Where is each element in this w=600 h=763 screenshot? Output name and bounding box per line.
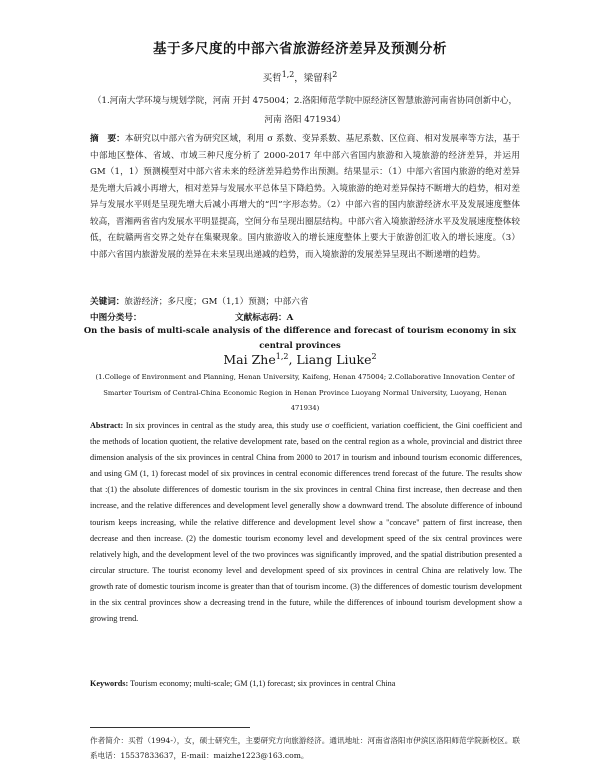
en-author-2: , Liang Liuke [288, 352, 372, 368]
classification-label: 中图分类号： [90, 313, 142, 323]
english-affiliation: (1.College of Environment and Planning, Henan University, Kaifeng, Henan 475004; 2.Collaborative Innovation Center of Smarter Tourism of Central-China Economic Region in Henan Province Luoyang Normal University, Luoyang, Henan 471934) [95, 373, 515, 412]
english-abstract-text: In six provinces in central as the study area, this study use σ coefficient, variation coefficient, the Gini coefficient and the methods of location quotient, the relative development rate, based on the central region as a whole, provincial and district three dimension analysis of the six provinces in central China from 2000 to 2017 in tourism and inbound tourism economic differences, and using GM (1, 1) forecast model of six provinces in central economic differences trend forecast of the future. The results show that :(1) the absolute differences of domestic tourism in the six provinces in central China first increase, then decrease and then increase, and the relative differences and development level generally show a downward trend. The absolute difference of inbound tourism keeps increasing, while the relative difference and development level show a "concave" pattern of first increase, then decrease and then increase. (2) the domestic tourism economy level and development speed of the six central provinces were relatively high, and the development level of the two provinces was significantly improved, and the spatial distribution presented a circular structure. The tourist economy level and development speed of six provinces in central China are relatively low. The growth rate of domestic tourism income is greater than that of tourism income. (3) the differences of domestic tourism development in the six central provinces show a decreasing trend in the future, while the differences of inbound tourism development show a growing trend. [90, 421, 522, 624]
english-keywords-label: Keywords: [90, 679, 129, 688]
en-author-1-affil: 1,2 [275, 352, 289, 361]
footnote-divider [90, 727, 250, 728]
author-1: 买哲 [262, 73, 282, 85]
document-code: 文献标志码：A [235, 313, 294, 323]
english-abstract-label: Abstract: [90, 421, 124, 430]
author-2-affil: 2 [332, 70, 338, 79]
chinese-affiliation: （1.河南大学环境与规划学院，河南 开封 475004；2.洛阳师范学院中原经济区智慧旅游河南省协同创新中心，河南 洛阳 471934） [92, 96, 518, 125]
author-2: ，梁留科 [294, 73, 333, 85]
chinese-keywords [90, 295, 520, 307]
classification-line [90, 311, 520, 323]
chinese-abstract-label: 摘 要： [90, 134, 125, 144]
en-author-2-affil: 2 [371, 352, 377, 361]
english-title: On the basis of multi-scale analysis of the difference and forecast of tourism economy in six central provinces [83, 325, 517, 350]
english-abstract [90, 418, 522, 627]
en-author-1: Mai Zhe [223, 352, 276, 368]
english-keywords [90, 679, 522, 688]
chinese-keywords-label: 关键词： [90, 297, 125, 307]
chinese-authors [0, 70, 600, 84]
english-authors [0, 352, 600, 367]
english-keywords-text: Tourism economy; multi-scale; GM (1,1) forecast; six provinces in central China [130, 679, 396, 688]
chinese-title: 基于多尺度的中部六省旅游经济差异及预测分析 [153, 41, 447, 57]
author-footnote: 作者简介：买哲（1994-），女，硕士研究生，主要研究方向旅游经济。通讯地址：河南省洛阳市伊滨区洛阳师范学院新校区。联系电话：15537833637，E-mail：maizhe1223@163.com。 [90, 736, 520, 760]
author-1-affil: 1,2 [281, 70, 295, 79]
chinese-abstract [90, 131, 520, 263]
chinese-abstract-text: 本研究以中部六省为研究区域，利用 σ 系数、变异系数、基尼系数、区位商、相对发展率等方法，基于中部地区整体、省域、市域三种尺度分析了 2000-2017 年中部六省国内旅游和入境旅游的经济差异，并运用 GM（1，1）预测模型对中部六省未来的经济差异趋势作出预测。结果显示：（1）中部六省国内旅游的绝对差异是先增大后减小再增大，相对差异与发展水平总体呈下降趋势。入境旅游的绝对差异保持不断增大的趋势，相对差异与发展水平则是呈现先增大后减小再增大的“凹”字形态势。（2）中部六省的国内旅游经济水平及发展速度整体较高，晋湘两省省内发展水平明显提高，空间分布呈现出圈层结构。中部六省入境旅游经济水平及发展速度整体较低，在皖赣两省交界之处存在集聚现象。国内旅游收入的增长速度整体上要大于旅游创汇收入的增长速度。（3）中部六省国内旅游发展的差异在未来呈现出递减的趋势，而入境旅游的发展差异呈现出不断递增的趋势。 [90, 134, 520, 260]
chinese-keywords-text: 旅游经济；多尺度；GM（1,1）预测；中部六省 [124, 297, 309, 307]
